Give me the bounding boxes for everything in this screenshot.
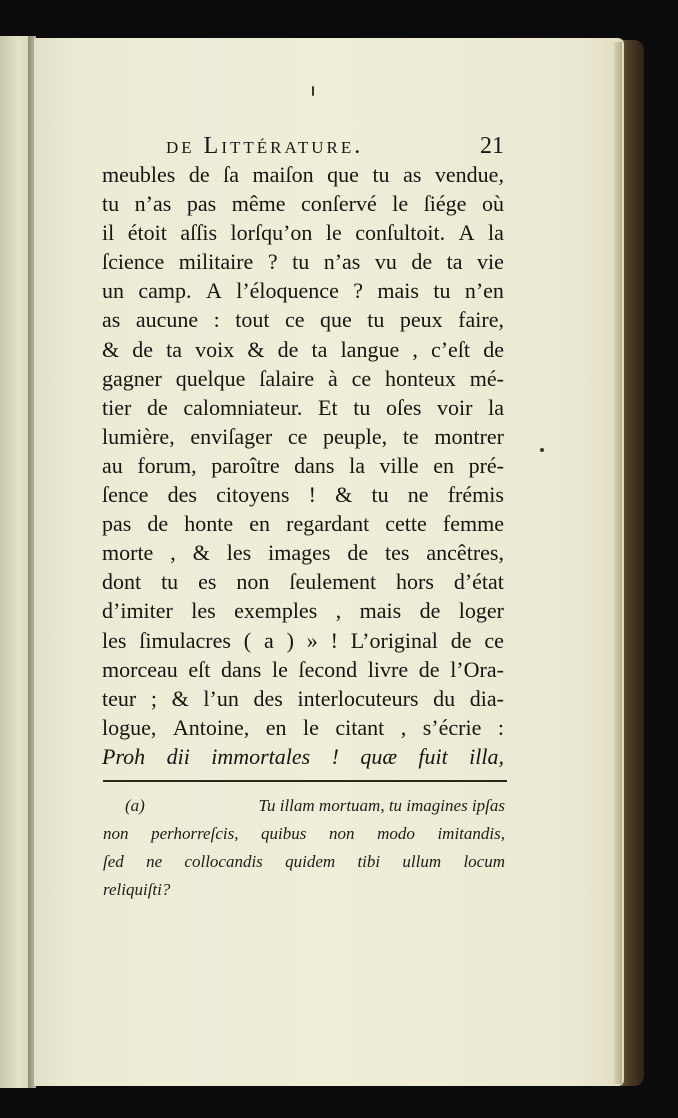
text-line: as aucune : tout ce que tu peux faire, bbox=[102, 307, 504, 333]
text-line: teur ; & l’un des interlocuteurs du dia- bbox=[102, 685, 504, 711]
text-line: logue, Antoine, en le citant , s’écrie : bbox=[102, 714, 504, 740]
text-line: morceau eſt dans le ſecond livre de l’Ora- bbox=[102, 656, 504, 682]
text-line: morte , & les images de tes ancêtres, bbox=[102, 540, 504, 566]
text-line: d’imiter les exemples , mais de loger bbox=[102, 598, 504, 624]
footnote-line bbox=[103, 792, 505, 820]
body-text bbox=[102, 160, 504, 771]
text-line: au forum, paroître dans la ville en pré- bbox=[102, 452, 504, 478]
text-line: Proh dii immortales ! quæ fuit illa, bbox=[102, 743, 504, 769]
text-line: ſence des citoyens ! & tu ne frémis bbox=[102, 482, 504, 508]
text-line: pas de honte en regardant cette femme bbox=[102, 511, 504, 537]
text-line: tu n’as pas même conſervé le ſiége où bbox=[102, 191, 504, 217]
page-fore-edge bbox=[614, 42, 622, 1084]
text-line: gagner quelque ſalaire à ce honteux mé- bbox=[102, 365, 504, 391]
paper-mark bbox=[312, 86, 314, 96]
text-line: un camp. A l’éloquence ? mais tu n’en bbox=[102, 278, 504, 304]
footnote bbox=[103, 792, 505, 904]
footnote-line: non perhorreſcis, quibus non modo imitandis, bbox=[103, 824, 505, 843]
footnote-rule bbox=[103, 780, 507, 782]
paper-speck bbox=[540, 448, 544, 452]
footnote-line: ſed ne collocandis quidem tibi ullum locum bbox=[103, 852, 505, 871]
text-line: les ſimulacres ( a ) » ! L’original de ce bbox=[102, 627, 504, 653]
text-line: dont tu es non ſeulement hors d’état bbox=[102, 569, 504, 595]
footnote-marker: (a) bbox=[125, 796, 145, 815]
text-line: lumière, enviſager ce peuple, te montrer bbox=[102, 423, 504, 449]
text-line: meubles de ſa maiſon que tu as vendue, bbox=[102, 162, 504, 187]
text-line: & de ta voix & de ta langue , c’eſt de bbox=[102, 336, 504, 362]
running-head-title: de Littérature. bbox=[166, 133, 364, 159]
footnote-line: reliquiſti ? bbox=[103, 880, 171, 899]
previous-page-edge bbox=[0, 36, 30, 1088]
page-number: 21 bbox=[480, 133, 504, 159]
text-line: ſcience militaire ? tu n’as vu de ta vie bbox=[102, 249, 504, 275]
text-line: il étoit aſſis lorſqu’on le conſultoit. A la bbox=[102, 220, 504, 246]
text-line: tier de calomniateur. Et tu oſes voir la bbox=[102, 394, 504, 420]
footnote-line-text: Tu illam mortuam, tu imagines ipſas bbox=[258, 796, 505, 815]
